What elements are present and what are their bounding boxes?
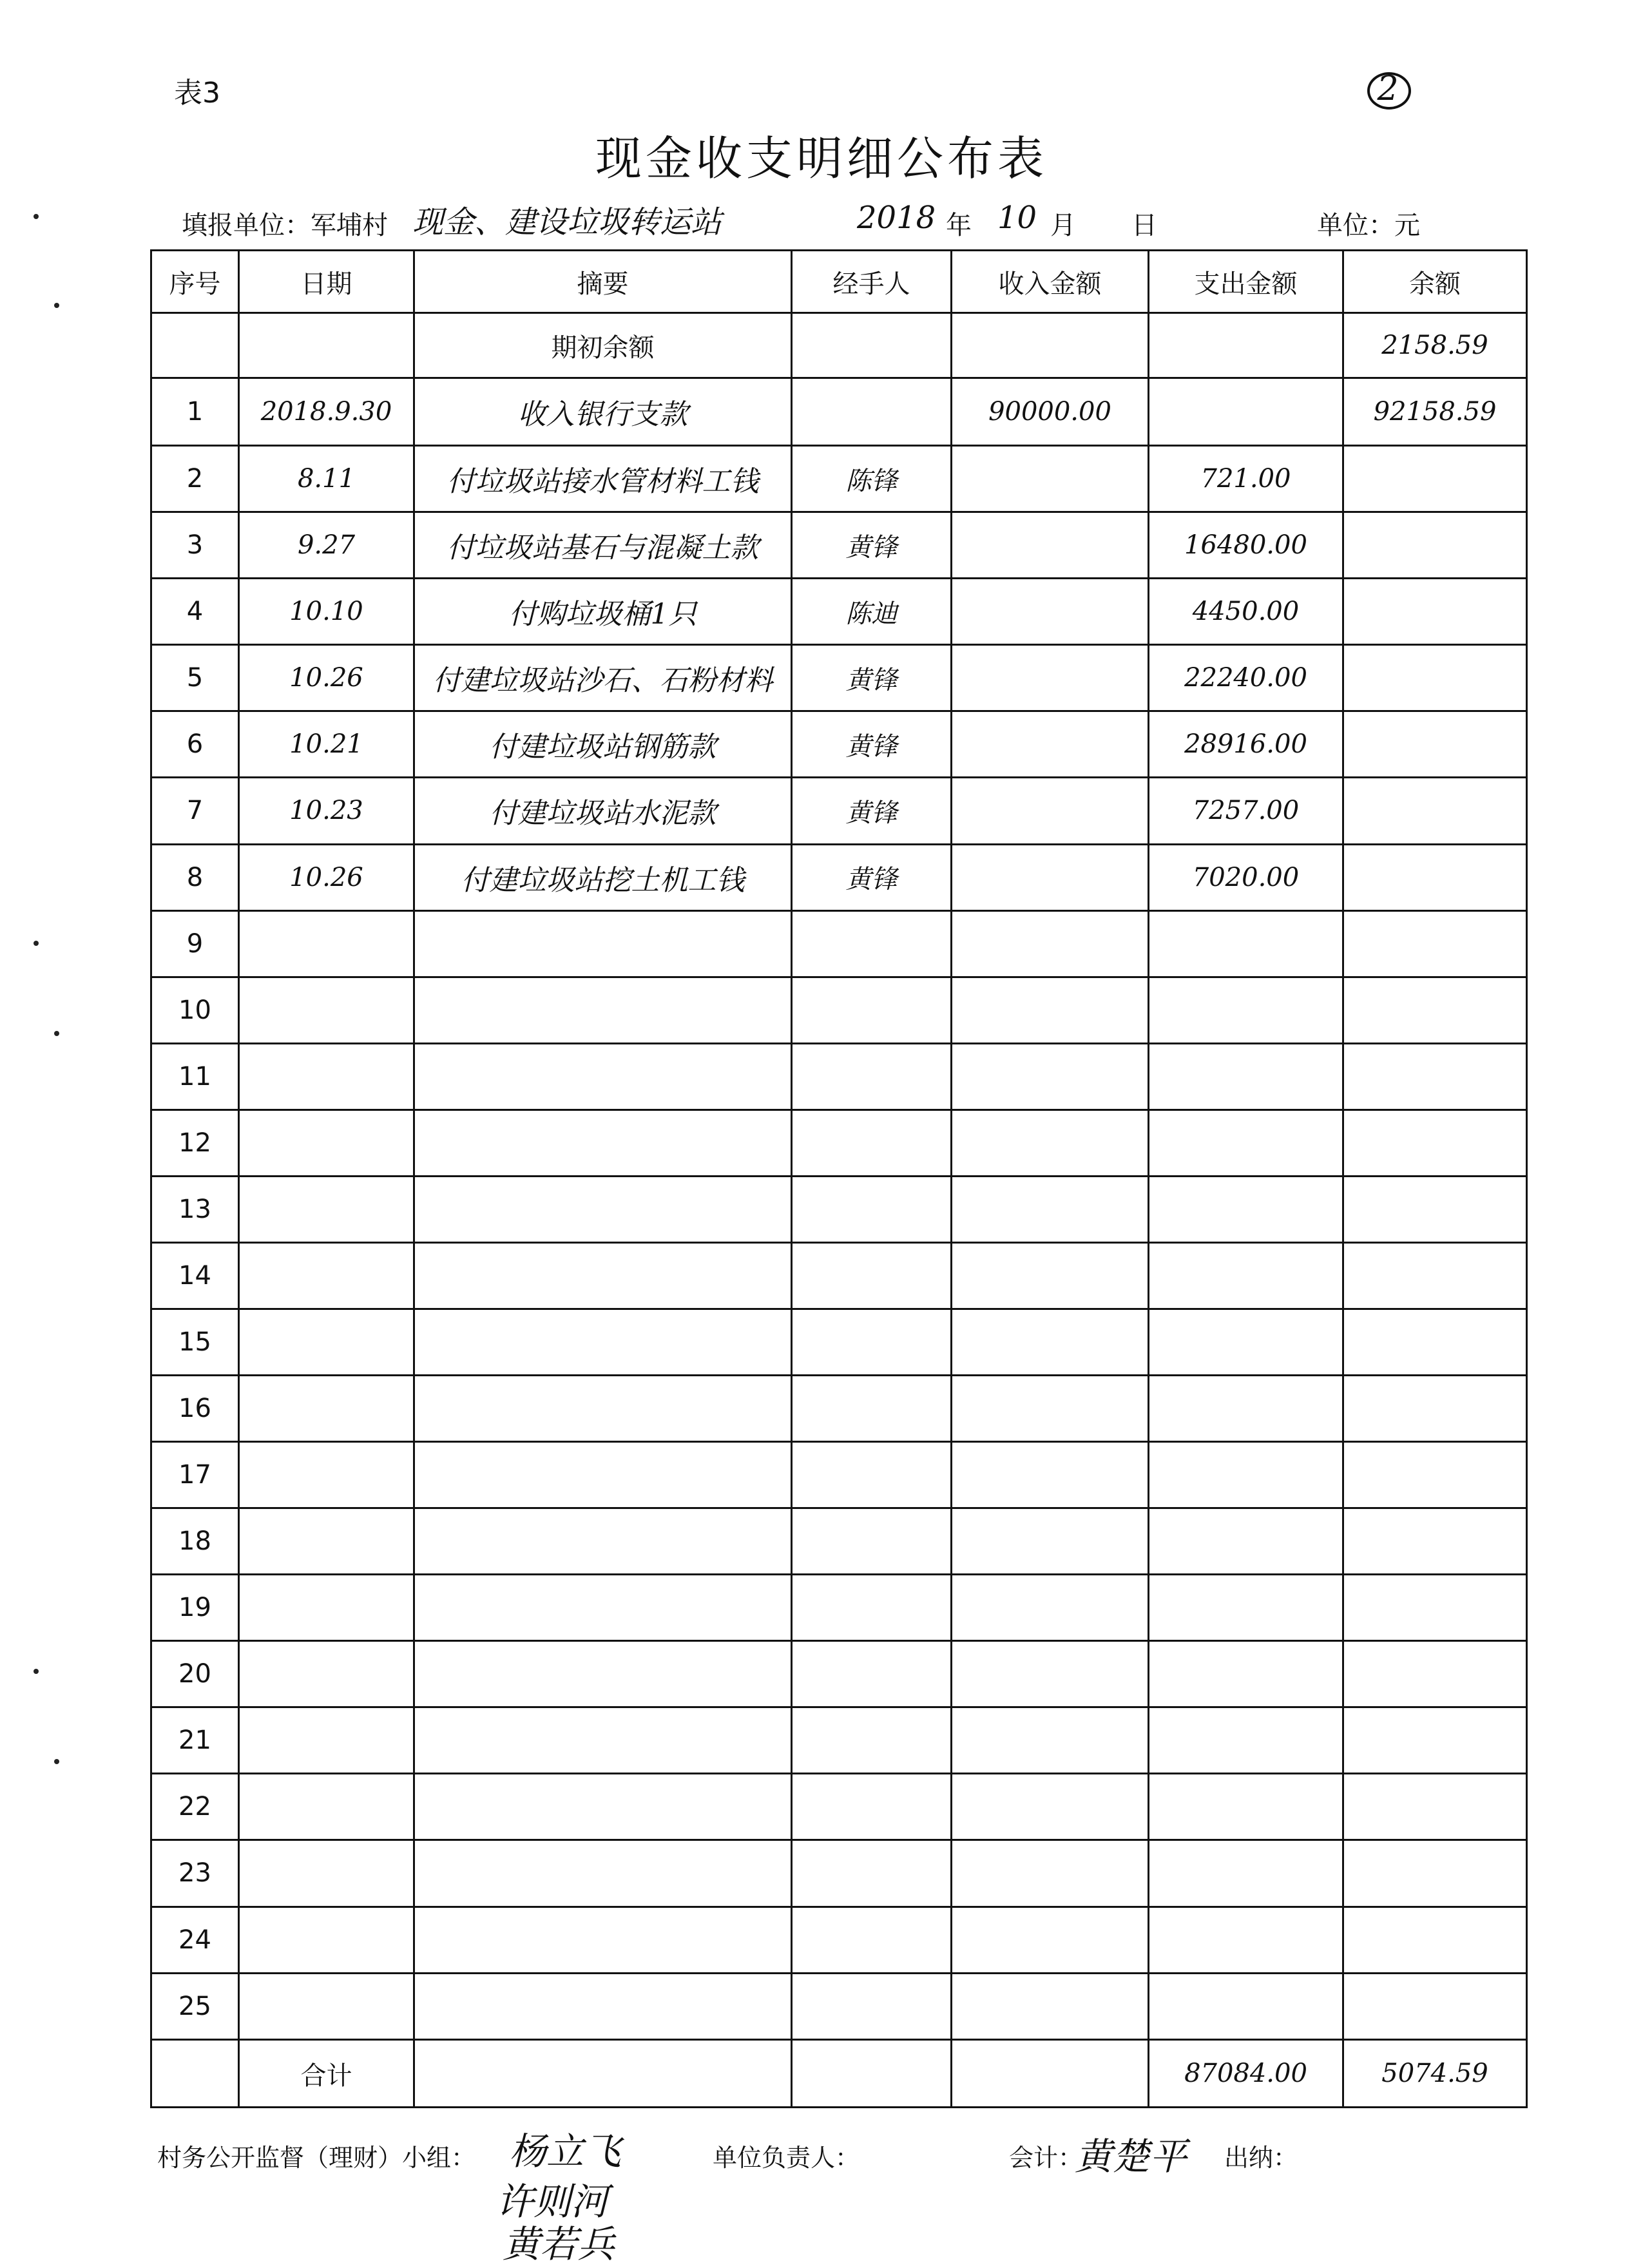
- row-income: [952, 1309, 1149, 1375]
- supervision-signature-2: 许则河: [496, 2180, 609, 2224]
- row-balance: [1343, 1973, 1527, 2039]
- row-no: 16: [151, 1376, 239, 1442]
- table-row: [151, 1973, 1527, 2039]
- total-expense: 87084.00: [1149, 2040, 1343, 2108]
- row-income: [952, 1575, 1149, 1641]
- row-date: 8.11: [239, 446, 414, 512]
- row-summary: [414, 1309, 792, 1375]
- scan-speck: [54, 303, 59, 308]
- row-income: [952, 579, 1149, 645]
- table-cell: [151, 313, 239, 378]
- row-summary: [414, 1707, 792, 1774]
- row-balance: [1343, 778, 1527, 844]
- row-expense: [1149, 977, 1343, 1043]
- unit-leader-label: 单位负责人：: [713, 2144, 860, 2172]
- row-balance: [1343, 1907, 1527, 1973]
- month-char: 月: [1050, 211, 1076, 240]
- row-expense: 4450.00: [1149, 579, 1343, 645]
- row-balance: [1343, 1774, 1527, 1840]
- col-header-date: 日期: [239, 251, 414, 313]
- row-date: [239, 910, 414, 977]
- row-income: [952, 1110, 1149, 1176]
- table-row: [151, 1442, 1527, 1508]
- row-no: 1: [151, 378, 239, 446]
- row-income: [952, 1442, 1149, 1508]
- accountant-signature: 黄楚平: [1075, 2135, 1187, 2178]
- table-row: [151, 711, 1527, 778]
- total-balance: 5074.59: [1343, 2040, 1527, 2108]
- table-row: [151, 446, 1527, 512]
- row-income: [952, 1840, 1149, 1907]
- row-no: 13: [151, 1176, 239, 1242]
- row-balance: [1343, 446, 1527, 512]
- row-date: 10.10: [239, 579, 414, 645]
- row-income: [952, 1176, 1149, 1242]
- row-summary: 付建垃圾站钢筋款: [414, 711, 792, 778]
- row-balance: [1343, 1707, 1527, 1774]
- row-handler: [792, 1508, 952, 1575]
- row-summary: 付建垃圾站挖土机工钱: [414, 844, 792, 910]
- currency-unit-label: 单位：元: [1317, 211, 1420, 240]
- table-row: [151, 1376, 1527, 1442]
- row-date: [239, 1242, 414, 1309]
- row-summary: [414, 1176, 792, 1242]
- row-summary: 付购垃圾桶1只: [414, 579, 792, 645]
- row-handler: [792, 378, 952, 446]
- row-income: [952, 1508, 1149, 1575]
- table-cell: [151, 2040, 239, 2108]
- row-summary: [414, 1774, 792, 1840]
- row-income: [952, 1242, 1149, 1309]
- row-date: 10.26: [239, 645, 414, 711]
- col-header-summary: 摘要: [414, 251, 792, 313]
- table-cell: [792, 2040, 952, 2108]
- row-expense: 7020.00: [1149, 844, 1343, 910]
- row-handler: [792, 1840, 952, 1907]
- header-row: [151, 251, 1527, 313]
- row-balance: [1343, 1442, 1527, 1508]
- row-income: [952, 1641, 1149, 1707]
- row-date: 2018.9.30: [239, 378, 414, 446]
- row-income: [952, 977, 1149, 1043]
- row-no: 10: [151, 977, 239, 1043]
- row-handler: [792, 1110, 952, 1176]
- row-summary: [414, 1575, 792, 1641]
- row-summary: [414, 1508, 792, 1575]
- row-expense: [1149, 910, 1343, 977]
- row-summary: [414, 1110, 792, 1176]
- row-summary: 付建垃圾站水泥款: [414, 778, 792, 844]
- table-cell: [952, 2040, 1149, 2108]
- supervision-group-label: 村务公开监督（理财）小组：: [157, 2144, 476, 2172]
- row-date: [239, 1575, 414, 1641]
- row-handler: [792, 1043, 952, 1110]
- row-handler: [792, 1575, 952, 1641]
- table-row: [151, 1774, 1527, 1840]
- report-month: 10: [997, 200, 1037, 236]
- row-handler: 黄锋: [792, 645, 952, 711]
- row-expense: [1149, 1110, 1343, 1176]
- row-expense: [1149, 1973, 1343, 2039]
- table-row: [151, 1641, 1527, 1707]
- row-no: 14: [151, 1242, 239, 1309]
- table-row: [151, 1176, 1527, 1242]
- row-balance: [1343, 977, 1527, 1043]
- row-summary: 付垃圾站接水管材料工钱: [414, 446, 792, 512]
- page-title: 现金收支明细公布表: [595, 131, 1048, 186]
- row-handler: 黄锋: [792, 512, 952, 579]
- table-cell: [1149, 313, 1343, 378]
- row-handler: 陈锋: [792, 446, 952, 512]
- row-handler: [792, 1376, 952, 1442]
- row-expense: [1149, 1043, 1343, 1110]
- row-balance: [1343, 1242, 1527, 1309]
- row-income: [952, 711, 1149, 778]
- row-balance: [1343, 1575, 1527, 1641]
- table-row: [151, 512, 1527, 579]
- ledger-table: [150, 249, 1528, 2108]
- row-no: 9: [151, 910, 239, 977]
- row-date: [239, 1376, 414, 1442]
- opening-balance-label: 期初余额: [414, 313, 792, 378]
- row-balance: [1343, 1508, 1527, 1575]
- row-handler: 陈迪: [792, 579, 952, 645]
- row-summary: 收入银行支款: [414, 378, 792, 446]
- table-cell: [239, 313, 414, 378]
- table-row: [151, 910, 1527, 977]
- table-row: [151, 1110, 1527, 1176]
- total-label: 合计: [239, 2040, 414, 2108]
- row-balance: [1343, 1641, 1527, 1707]
- row-no: 12: [151, 1110, 239, 1176]
- row-summary: [414, 1907, 792, 1973]
- row-expense: 22240.00: [1149, 645, 1343, 711]
- row-date: [239, 1442, 414, 1508]
- row-handler: [792, 1774, 952, 1840]
- row-balance: [1343, 579, 1527, 645]
- table-row: [151, 1508, 1527, 1575]
- row-no: 3: [151, 512, 239, 579]
- row-handler: 黄锋: [792, 778, 952, 844]
- row-income: [952, 446, 1149, 512]
- row-income: 90000.00: [952, 378, 1149, 446]
- col-header-no: 序号: [151, 251, 239, 313]
- row-expense: [1149, 1376, 1343, 1442]
- scan-speck: [34, 214, 39, 219]
- row-date: [239, 1707, 414, 1774]
- row-summary: [414, 977, 792, 1043]
- row-expense: [1149, 1242, 1343, 1309]
- table-row: [151, 1575, 1527, 1641]
- row-expense: [1149, 1508, 1343, 1575]
- row-income: [952, 1973, 1149, 2039]
- cashier-label: 出纳：: [1224, 2144, 1298, 2172]
- row-income: [952, 1376, 1149, 1442]
- table-row: [151, 1840, 1527, 1907]
- day-char: 日: [1131, 211, 1157, 240]
- supervision-signature-3: 黄若兵: [503, 2222, 615, 2266]
- row-no: 7: [151, 778, 239, 844]
- row-income: [952, 1043, 1149, 1110]
- supervision-signature-1: 杨立飞: [509, 2129, 622, 2173]
- row-balance: [1343, 910, 1527, 977]
- row-date: 10.21: [239, 711, 414, 778]
- table-cell: [792, 313, 952, 378]
- row-no: 18: [151, 1508, 239, 1575]
- row-expense: [1149, 1309, 1343, 1375]
- scan-speck: [34, 941, 39, 946]
- total-row: [151, 2040, 1527, 2108]
- col-header-income: 收入金额: [952, 251, 1149, 313]
- table-row: [151, 579, 1527, 645]
- row-balance: [1343, 1110, 1527, 1176]
- row-balance: [1343, 1309, 1527, 1375]
- row-no: 15: [151, 1309, 239, 1375]
- scan-speck: [54, 1031, 59, 1036]
- row-date: [239, 1508, 414, 1575]
- row-summary: [414, 1973, 792, 2039]
- row-expense: 16480.00: [1149, 512, 1343, 579]
- table-cell: [952, 313, 1149, 378]
- row-balance: [1343, 844, 1527, 910]
- row-handler: 黄锋: [792, 711, 952, 778]
- row-summary: [414, 1442, 792, 1508]
- row-balance: [1343, 512, 1527, 579]
- row-income: [952, 645, 1149, 711]
- page-number-mark: 2: [1365, 70, 1411, 108]
- row-income: [952, 910, 1149, 977]
- row-no: 2: [151, 446, 239, 512]
- table-row: [151, 977, 1527, 1043]
- scan-speck: [54, 1759, 59, 1764]
- row-date: [239, 1840, 414, 1907]
- row-no: 22: [151, 1774, 239, 1840]
- row-date: [239, 1907, 414, 1973]
- row-expense: 7257.00: [1149, 778, 1343, 844]
- row-date: [239, 1641, 414, 1707]
- row-handler: 黄锋: [792, 844, 952, 910]
- row-income: [952, 1707, 1149, 1774]
- opening-balance-value: 2158.59: [1343, 313, 1527, 378]
- row-date: [239, 977, 414, 1043]
- row-no: 6: [151, 711, 239, 778]
- row-handler: [792, 910, 952, 977]
- row-date: [239, 1043, 414, 1110]
- row-expense: [1149, 378, 1343, 446]
- row-no: 24: [151, 1907, 239, 1973]
- row-no: 19: [151, 1575, 239, 1641]
- row-no: 4: [151, 579, 239, 645]
- table-row: [151, 645, 1527, 711]
- table-row: [151, 378, 1527, 446]
- row-income: [952, 778, 1149, 844]
- col-header-balance: 余额: [1343, 251, 1527, 313]
- table-row: [151, 1907, 1527, 1973]
- row-expense: [1149, 1575, 1343, 1641]
- row-date: 9.27: [239, 512, 414, 579]
- row-no: 8: [151, 844, 239, 910]
- row-handler: [792, 1442, 952, 1508]
- row-date: [239, 1309, 414, 1375]
- table-row: [151, 1309, 1527, 1375]
- col-header-handler: 经手人: [792, 251, 952, 313]
- row-income: [952, 1907, 1149, 1973]
- sheet-label: 表3: [174, 77, 220, 110]
- row-no: 25: [151, 1973, 239, 2039]
- row-balance: [1343, 1176, 1527, 1242]
- row-date: [239, 1176, 414, 1242]
- report-year: 2018: [857, 200, 936, 236]
- row-expense: [1149, 1774, 1343, 1840]
- row-balance: 92158.59: [1343, 378, 1527, 446]
- table-row: [151, 844, 1527, 910]
- row-handler: [792, 1907, 952, 1973]
- row-expense: [1149, 1176, 1343, 1242]
- row-expense: [1149, 1641, 1343, 1707]
- row-expense: 721.00: [1149, 446, 1343, 512]
- row-no: 20: [151, 1641, 239, 1707]
- table-cell: [414, 2040, 792, 2108]
- row-summary: [414, 1840, 792, 1907]
- row-handler: [792, 1707, 952, 1774]
- row-date: 10.23: [239, 778, 414, 844]
- row-balance: [1343, 711, 1527, 778]
- row-date: 10.26: [239, 844, 414, 910]
- table-row: [151, 1242, 1527, 1309]
- row-date: [239, 1774, 414, 1840]
- row-summary: [414, 1242, 792, 1309]
- row-no: 11: [151, 1043, 239, 1110]
- row-summary: [414, 1641, 792, 1707]
- row-balance: [1343, 1376, 1527, 1442]
- row-expense: [1149, 1840, 1343, 1907]
- row-handler: [792, 1309, 952, 1375]
- row-date: [239, 1110, 414, 1176]
- scan-speck: [34, 1669, 39, 1674]
- reporting-unit-label: 填报单位：军埔村: [182, 211, 388, 240]
- row-handler: [792, 977, 952, 1043]
- row-income: [952, 844, 1149, 910]
- row-income: [952, 512, 1149, 579]
- table-row: [151, 778, 1527, 844]
- row-summary: [414, 1043, 792, 1110]
- row-summary: 付建垃圾站沙石、石粉材料: [414, 645, 792, 711]
- row-expense: [1149, 1707, 1343, 1774]
- year-char: 年: [946, 211, 972, 240]
- row-handler: [792, 1641, 952, 1707]
- table-row: [151, 1707, 1527, 1774]
- row-handler: [792, 1176, 952, 1242]
- row-handler: [792, 1242, 952, 1309]
- row-date: [239, 1973, 414, 2039]
- row-handler: [792, 1973, 952, 2039]
- row-expense: [1149, 1442, 1343, 1508]
- row-balance: [1343, 1043, 1527, 1110]
- row-summary: [414, 910, 792, 977]
- row-summary: [414, 1376, 792, 1442]
- row-balance: [1343, 645, 1527, 711]
- row-no: 23: [151, 1840, 239, 1907]
- row-summary: 付垃圾站基石与混凝土款: [414, 512, 792, 579]
- opening-balance-row: [151, 313, 1527, 378]
- row-income: [952, 1774, 1149, 1840]
- row-no: 5: [151, 645, 239, 711]
- accountant-label: 会计：: [1009, 2144, 1083, 2172]
- table-row: [151, 1043, 1527, 1110]
- row-expense: [1149, 1907, 1343, 1973]
- col-header-expense: 支出金额: [1149, 251, 1343, 313]
- row-no: 17: [151, 1442, 239, 1508]
- reporting-unit-handwritten: 现金、建设垃圾转运站: [412, 204, 722, 240]
- row-no: 21: [151, 1707, 239, 1774]
- row-expense: 28916.00: [1149, 711, 1343, 778]
- row-balance: [1343, 1840, 1527, 1907]
